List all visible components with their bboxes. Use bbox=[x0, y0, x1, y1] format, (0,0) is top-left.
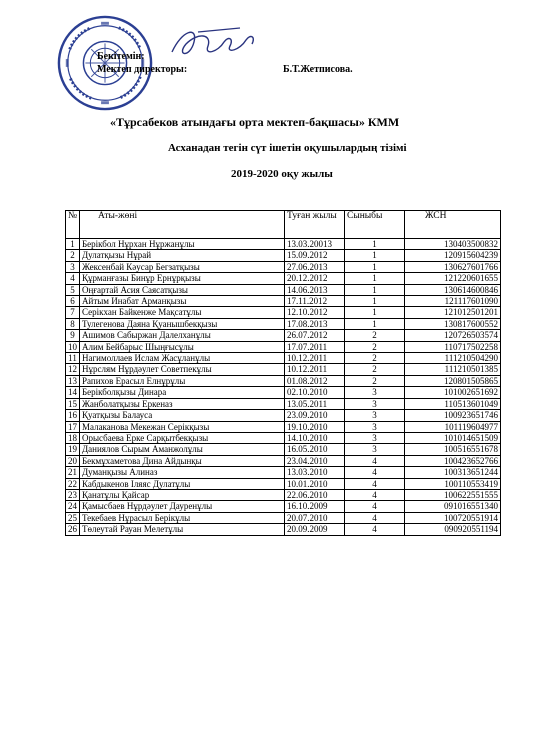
grade: 3 bbox=[345, 398, 405, 409]
student-name: Серікхан Байкенже Мақсатұлы bbox=[80, 307, 285, 318]
row-number: 26 bbox=[66, 524, 80, 535]
grade: 4 bbox=[345, 512, 405, 523]
iin: 100720551914 bbox=[405, 512, 501, 523]
iin: 121117601090 bbox=[405, 296, 501, 307]
grade: 3 bbox=[345, 444, 405, 455]
iin: 111210501385 bbox=[405, 364, 501, 375]
row-number: 19 bbox=[66, 444, 80, 455]
grade: 4 bbox=[345, 455, 405, 466]
header-iin: ЖСН bbox=[405, 211, 501, 239]
iin: 091016551340 bbox=[405, 501, 501, 512]
iin: 130403500832 bbox=[405, 239, 501, 250]
table-row bbox=[66, 261, 501, 272]
header-grade: Сыныбы bbox=[345, 211, 405, 239]
iin: 100110553419 bbox=[405, 478, 501, 489]
header-full-name: Аты-жөні bbox=[80, 211, 285, 239]
row-number: 13 bbox=[66, 375, 80, 386]
row-number: 11 bbox=[66, 353, 80, 364]
grade: 4 bbox=[345, 478, 405, 489]
table-row bbox=[66, 341, 501, 352]
grade: 1 bbox=[345, 261, 405, 272]
student-name: Жексенбай Кәусар Бегзатқызы bbox=[80, 261, 285, 272]
grade: 1 bbox=[345, 284, 405, 295]
iin: 101014651509 bbox=[405, 432, 501, 443]
birth-date: 13.05.2011 bbox=[285, 398, 345, 409]
academic-year: 2019-2020 оқу жылы bbox=[231, 168, 333, 180]
iin: 121220601655 bbox=[405, 273, 501, 284]
list-title: Асханадан тегін сүт ішетін оқушылардың тізімі bbox=[168, 142, 407, 154]
row-number: 5 bbox=[66, 284, 80, 295]
birth-date: 17.08.2013 bbox=[285, 318, 345, 329]
director-name: Б.Т.Жетписова. bbox=[283, 64, 353, 75]
iin: 120801505865 bbox=[405, 375, 501, 386]
grade: 2 bbox=[345, 375, 405, 386]
grade: 1 bbox=[345, 307, 405, 318]
birth-date: 10.12.2011 bbox=[285, 364, 345, 375]
birth-date: 23.04.2010 bbox=[285, 455, 345, 466]
birth-date: 20.09.2009 bbox=[285, 524, 345, 535]
student-name: Берікбол Нұрхан Нұржанұлы bbox=[80, 239, 285, 250]
table-row bbox=[66, 398, 501, 409]
grade: 3 bbox=[345, 432, 405, 443]
iin: 130817600552 bbox=[405, 318, 501, 329]
student-name: Алим Бейбарыс Шыңғысұлы bbox=[80, 341, 285, 352]
table-row bbox=[66, 273, 501, 284]
table-row bbox=[66, 432, 501, 443]
iin: 120915604239 bbox=[405, 250, 501, 261]
table-row bbox=[66, 239, 501, 250]
row-number: 9 bbox=[66, 330, 80, 341]
iin: 100313651244 bbox=[405, 467, 501, 478]
approved-label: Бекітемін: bbox=[97, 51, 145, 62]
grade: 1 bbox=[345, 318, 405, 329]
row-number: 20 bbox=[66, 455, 80, 466]
table-row bbox=[66, 444, 501, 455]
birth-date: 22.06.2010 bbox=[285, 489, 345, 500]
row-number: 3 bbox=[66, 261, 80, 272]
row-number: 4 bbox=[66, 273, 80, 284]
header-birth-date: Туған жылы bbox=[285, 211, 345, 239]
table-row bbox=[66, 478, 501, 489]
table-row bbox=[66, 455, 501, 466]
iin: 111210504290 bbox=[405, 353, 501, 364]
director-label: Мектеп директоры: bbox=[97, 64, 188, 75]
row-number: 16 bbox=[66, 410, 80, 421]
birth-date: 20.12.2012 bbox=[285, 273, 345, 284]
grade: 3 bbox=[345, 410, 405, 421]
birth-date: 15.09.2012 bbox=[285, 250, 345, 261]
student-name: Тулегенова Даяна Қуанышбекқызы bbox=[80, 318, 285, 329]
iin: 100923651746 bbox=[405, 410, 501, 421]
birth-date: 10.12.2011 bbox=[285, 353, 345, 364]
table-row bbox=[66, 524, 501, 535]
grade: 3 bbox=[345, 421, 405, 432]
student-name: Төлеутай Рауан Мелетұлы bbox=[80, 524, 285, 535]
row-number: 17 bbox=[66, 421, 80, 432]
birth-date: 16.10.2009 bbox=[285, 501, 345, 512]
grade: 3 bbox=[345, 387, 405, 398]
birth-date: 13.03.20013 bbox=[285, 239, 345, 250]
table-row bbox=[66, 410, 501, 421]
iin: 101119604977 bbox=[405, 421, 501, 432]
student-name: Рапихов Ерасыл Елнұрұлы bbox=[80, 375, 285, 386]
row-number: 23 bbox=[66, 489, 80, 500]
table-row bbox=[66, 307, 501, 318]
table-row bbox=[66, 364, 501, 375]
student-name: Құрманғазы Бинұр Ернұрқызы bbox=[80, 273, 285, 284]
row-number: 25 bbox=[66, 512, 80, 523]
student-name: Думанқызы Алиназ bbox=[80, 467, 285, 478]
row-number: 24 bbox=[66, 501, 80, 512]
header-number: № bbox=[66, 211, 80, 239]
iin: 090920551194 bbox=[405, 524, 501, 535]
birth-date: 16.05.2010 bbox=[285, 444, 345, 455]
table-row bbox=[66, 421, 501, 432]
row-number: 10 bbox=[66, 341, 80, 352]
grade: 2 bbox=[345, 341, 405, 352]
grade: 4 bbox=[345, 524, 405, 535]
table-row bbox=[66, 250, 501, 261]
birth-date: 17.07.2011 bbox=[285, 341, 345, 352]
row-number: 1 bbox=[66, 239, 80, 250]
iin: 130614600846 bbox=[405, 284, 501, 295]
grade: 2 bbox=[345, 330, 405, 341]
iin: 110717502258 bbox=[405, 341, 501, 352]
iin: 100622551555 bbox=[405, 489, 501, 500]
grade: 2 bbox=[345, 364, 405, 375]
birth-date: 13.03.2010 bbox=[285, 467, 345, 478]
grade: 1 bbox=[345, 250, 405, 261]
row-number: 7 bbox=[66, 307, 80, 318]
grade: 1 bbox=[345, 296, 405, 307]
birth-date: 01.08.2012 bbox=[285, 375, 345, 386]
student-name: Жанболатқызы Еркеназ bbox=[80, 398, 285, 409]
student-name: Даниялов Сырым Аманжолұлы bbox=[80, 444, 285, 455]
row-number: 8 bbox=[66, 318, 80, 329]
birth-date: 19.10.2010 bbox=[285, 421, 345, 432]
students-table bbox=[65, 210, 501, 536]
table-row bbox=[66, 330, 501, 341]
birth-date: 14.06.2013 bbox=[285, 284, 345, 295]
birth-date: 23.09.2010 bbox=[285, 410, 345, 421]
grade: 4 bbox=[345, 501, 405, 512]
iin: 110513601049 bbox=[405, 398, 501, 409]
birth-date: 02.10.2010 bbox=[285, 387, 345, 398]
iin: 121012501201 bbox=[405, 307, 501, 318]
table-body bbox=[66, 239, 501, 536]
row-number: 6 bbox=[66, 296, 80, 307]
grade: 1 bbox=[345, 239, 405, 250]
student-name: Қуатқызы Балауса bbox=[80, 410, 285, 421]
student-name: Нагимоллаев Ислам Жасұланұлы bbox=[80, 353, 285, 364]
table-row bbox=[66, 353, 501, 364]
table-row bbox=[66, 501, 501, 512]
row-number: 14 bbox=[66, 387, 80, 398]
table-row bbox=[66, 296, 501, 307]
iin: 100516551678 bbox=[405, 444, 501, 455]
student-name: Нұрслям Нұрдәулет Советпекұлы bbox=[80, 364, 285, 375]
table-row bbox=[66, 467, 501, 478]
student-name: Малаканова Мекежан Серікқызы bbox=[80, 421, 285, 432]
birth-date: 14.10.2010 bbox=[285, 432, 345, 443]
table-row bbox=[66, 512, 501, 523]
table-row bbox=[66, 318, 501, 329]
table-row bbox=[66, 387, 501, 398]
student-name: Орысбаева Ерке Сарқытбекқызы bbox=[80, 432, 285, 443]
student-name: Қамысбаев Нұрдәулет Дауренұлы bbox=[80, 501, 285, 512]
row-number: 2 bbox=[66, 250, 80, 261]
grade: 2 bbox=[345, 353, 405, 364]
iin: 120726503574 bbox=[405, 330, 501, 341]
table-row bbox=[66, 489, 501, 500]
student-name: Айтым Инабат Арманқызы bbox=[80, 296, 285, 307]
birth-date: 10.01.2010 bbox=[285, 478, 345, 489]
student-name: Қанатұлы Қайсар bbox=[80, 489, 285, 500]
table-header-row bbox=[66, 211, 501, 239]
student-name: Текебаев Нұрасыл Берікұлы bbox=[80, 512, 285, 523]
row-number: 18 bbox=[66, 432, 80, 443]
grade: 1 bbox=[345, 273, 405, 284]
birth-date: 17.11.2012 bbox=[285, 296, 345, 307]
student-name: Кабдыкенов Іляяс Дулатұлы bbox=[80, 478, 285, 489]
birth-date: 26.07.2012 bbox=[285, 330, 345, 341]
grade: 4 bbox=[345, 467, 405, 478]
row-number: 22 bbox=[66, 478, 80, 489]
grade: 4 bbox=[345, 489, 405, 500]
iin: 100423652766 bbox=[405, 455, 501, 466]
table-row bbox=[66, 284, 501, 295]
iin: 101002651692 bbox=[405, 387, 501, 398]
table-row bbox=[66, 375, 501, 386]
student-name: Берікболқызы Динара bbox=[80, 387, 285, 398]
student-name: Бекмұхаметова Дина Айдынқы bbox=[80, 455, 285, 466]
school-name: «Тұрсабеков атындағы орта мектеп-бақшасы» КММ bbox=[110, 115, 400, 129]
row-number: 12 bbox=[66, 364, 80, 375]
student-name: Дулатқызы Нұрай bbox=[80, 250, 285, 261]
student-name: Оңғартай Асия Саясатқызы bbox=[80, 284, 285, 295]
student-name: Ашимов Сабыржан Далелханұлы bbox=[80, 330, 285, 341]
birth-date: 20.07.2010 bbox=[285, 512, 345, 523]
iin: 130627601766 bbox=[405, 261, 501, 272]
approval-block bbox=[97, 50, 387, 76]
row-number: 15 bbox=[66, 398, 80, 409]
birth-date: 27.06.2013 bbox=[285, 261, 345, 272]
row-number: 21 bbox=[66, 467, 80, 478]
birth-date: 12.10.2012 bbox=[285, 307, 345, 318]
